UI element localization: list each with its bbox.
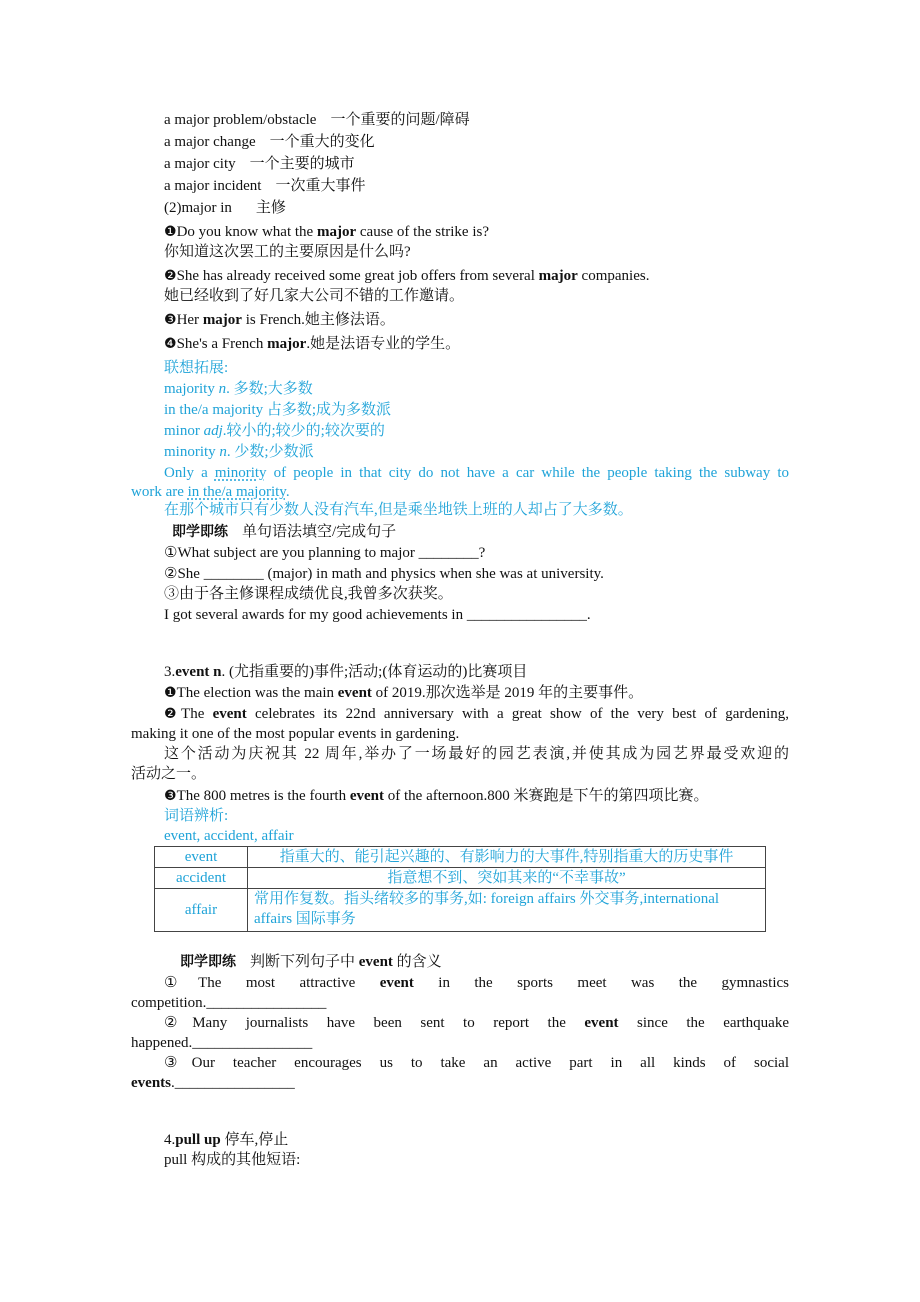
practice-item: ②Many journalists have been sent to report the event since the earthquake xyxy=(164,1015,789,1031)
phrase-line: a major problem/obstacle 一个重要的问题/障碍 xyxy=(164,112,470,128)
phrase-line: (2)major in 主修 xyxy=(164,200,286,216)
extension-item: minor adj.较小的;较少的;较次要的 xyxy=(164,423,385,439)
practice-item: ②She ________ (major) in math and physics when she was at university. xyxy=(164,566,604,582)
example-sentence: ❹She's a French major.她是法语专业的学生。 xyxy=(164,336,461,352)
word-comparison-table xyxy=(154,846,766,932)
table-row xyxy=(155,889,766,932)
example-translation: 这个活动为庆祝其 22 周年,举办了一场最好的园艺表演,并使其成为园艺界最受欢迎的 xyxy=(164,746,789,762)
extension-item: minority n. 少数;少数派 xyxy=(164,444,314,460)
phrase-line: a major city 一个主要的城市 xyxy=(164,156,355,172)
practice-item: ③Our teacher encourages us to take an active part in all kinds of social xyxy=(164,1055,789,1071)
section-subheading: pull 构成的其他短语: xyxy=(164,1152,301,1168)
example-sentence: ❶The election was the main event of 2019.那次选举是 2019 年的主要事件。 xyxy=(164,685,644,701)
table-row xyxy=(155,847,766,868)
practice-item-cont: events.________________ xyxy=(131,1075,295,1091)
practice-item: ①What subject are you planning to major ________? xyxy=(164,545,486,561)
phrase-line: a major change 一个重大的变化 xyxy=(164,134,375,150)
practice-item-cont: competition.________________ xyxy=(131,995,327,1011)
phrase-line: a major incident 一次重大事件 xyxy=(164,178,366,194)
example-sentence: ❸Her major is French.她主修法语。 xyxy=(164,312,395,328)
discrimination-words: event, accident, affair xyxy=(164,828,294,844)
practice-item: I got several awards for my good achievements in ________________. xyxy=(164,607,591,623)
example-sentence: ❷She has already received some great job offers from several major companies. xyxy=(164,268,650,284)
discrimination-title: 词语辨析: xyxy=(164,808,229,824)
section-heading: 3.event n. (尤指重要的)事件;活动;(体育运动的)比赛项目 xyxy=(164,664,528,680)
extension-translation: 在那个城市只有少数人没有汽车,但是乘坐地铁上班的人却占了大多数。 xyxy=(164,502,633,518)
extension-sentence-cont: work are in the/a majority. xyxy=(131,484,290,500)
practice-item-cont: happened.________________ xyxy=(131,1035,313,1051)
table-cell-desc: 常用作复数。指头绪较多的事务,如: foreign affairs 外交事务,international affairs 国际事务 xyxy=(248,889,766,932)
example-sentence: ❷The event celebrates its 22nd anniversary with a great show of the very best of gardening, xyxy=(164,706,789,722)
example-translation: 她已经收到了好几家大公司不错的工作邀请。 xyxy=(164,288,465,304)
extension-item: majority n. 多数;大多数 xyxy=(164,381,313,397)
example-sentence: ❶Do you know what the major cause of the strike is? xyxy=(164,224,489,240)
practice-item: ①The most attractive event in the sports meet was the gymnastics xyxy=(164,975,789,991)
section-heading: 4.pull up 停车,停止 xyxy=(164,1132,289,1148)
table-cell-word: event xyxy=(155,847,248,868)
extension-item: in the/a majority 占多数;成为多数派 xyxy=(164,402,392,418)
practice-heading: 即学即练 单句语法填空/完成句子 xyxy=(172,524,397,540)
table-cell-desc: 指意想不到、突如其来的“不幸事故” xyxy=(248,868,766,889)
table-cell-desc: 指重大的、能引起兴趣的、有影响力的大事件,特别指重大的历史事件 xyxy=(248,847,766,868)
example-translation: 你知道这次罢工的主要原因是什么吗? xyxy=(164,244,411,260)
extension-sentence: Only a minority of people in that city do not have a car while the people taking the subway to xyxy=(164,465,789,481)
table-cell-word: affair xyxy=(155,889,248,932)
practice-item: ③由于各主修课程成绩优良,我曾多次获奖。 xyxy=(164,586,453,602)
practice-heading: 即学即练 判断下列句子中 event 的含义 xyxy=(180,954,442,970)
table-row xyxy=(155,868,766,889)
example-translation-cont: 活动之一。 xyxy=(131,766,207,782)
example-sentence-cont: making it one of the most popular events in gardening. xyxy=(131,726,460,742)
example-sentence: ❸The 800 metres is the fourth event of the afternoon.800 米赛跑是下午的第四项比赛。 xyxy=(164,788,709,804)
extension-title: 联想拓展: xyxy=(164,360,229,376)
table-cell-word: accident xyxy=(155,868,248,889)
